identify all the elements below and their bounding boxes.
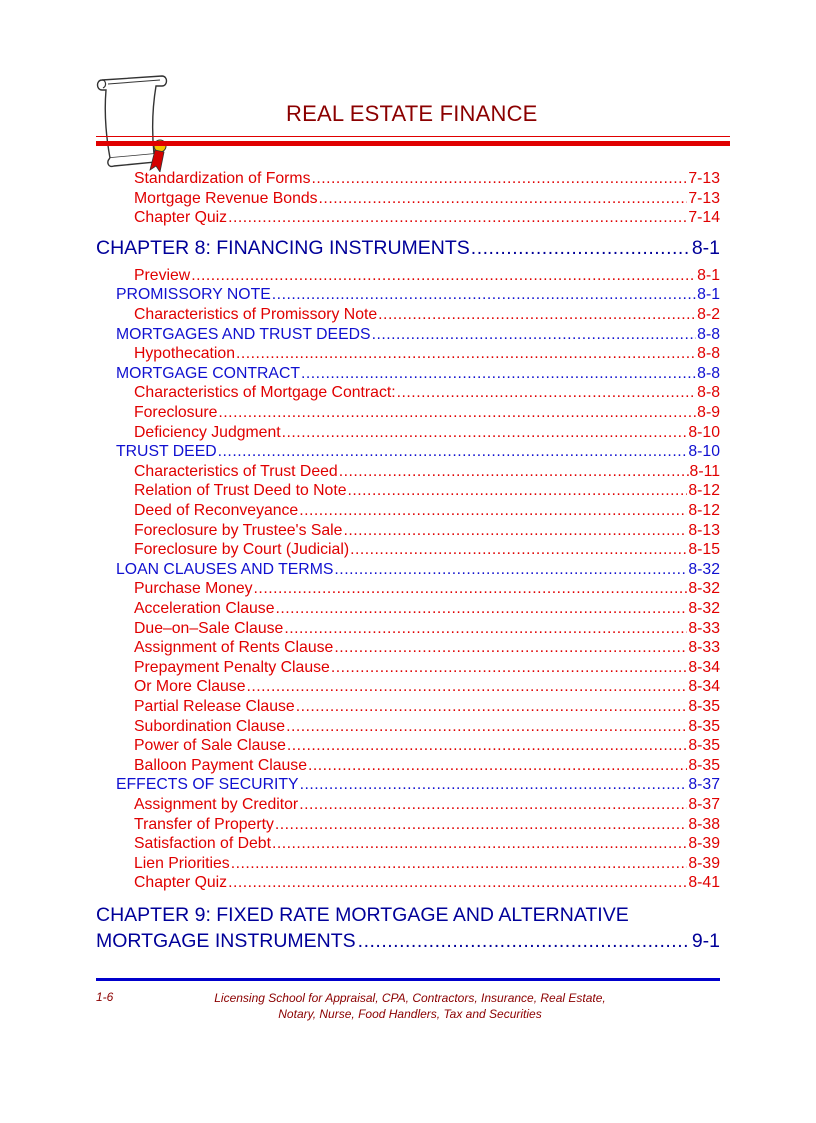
toc-entry-label: LOAN CLAUSES AND TERMS — [116, 560, 334, 578]
toc-section-entry[interactable] — [116, 442, 720, 461]
toc-entry[interactable] — [134, 481, 720, 500]
dot-leader — [319, 189, 688, 208]
dot-leader — [300, 775, 688, 794]
toc-entry[interactable] — [134, 169, 720, 188]
dot-leader — [331, 658, 688, 677]
toc-entry-label: Deed of Reconveyance — [134, 502, 299, 519]
dot-leader — [231, 854, 688, 873]
toc-entry[interactable] — [134, 423, 720, 442]
toc-entry-label: Transfer of Property — [134, 815, 274, 833]
toc-entry-label: Foreclosure — [134, 404, 218, 421]
toc-entry-page: 8-35 — [688, 698, 720, 715]
dot-leader — [308, 756, 687, 775]
toc-entry-page: 7-14 — [688, 209, 720, 227]
dot-leader — [286, 717, 687, 736]
toc-entry-page: 8-37 — [688, 776, 720, 794]
header-divider-thin — [96, 136, 730, 137]
toc-entry-page: 8-34 — [688, 678, 720, 696]
toc-entry-label: Chapter Quiz — [134, 209, 228, 227]
toc-entry-page: 8-39 — [688, 835, 720, 853]
dot-leader — [299, 795, 687, 814]
toc-entry-page: 8-10 — [688, 423, 720, 441]
toc-entry[interactable] — [134, 266, 720, 285]
footer-text — [180, 990, 640, 1022]
header-divider-thick — [96, 141, 730, 146]
dot-leader — [247, 677, 688, 696]
toc-entry-page: 8-34 — [688, 658, 720, 676]
toc-entry-page: 8-1 — [697, 266, 720, 284]
dot-leader — [471, 236, 691, 260]
toc-entry[interactable] — [134, 619, 720, 638]
dot-leader — [272, 285, 696, 304]
dot-leader — [275, 815, 687, 834]
toc-entry-page: 8-35 — [688, 737, 720, 755]
toc-entry-page: 8-41 — [688, 874, 720, 892]
toc-entry-page: 8-8 — [697, 325, 720, 343]
footer-page-number: 1-6 — [96, 990, 114, 1004]
toc-entry[interactable] — [134, 815, 720, 834]
toc-entry-page: 8-32 — [688, 560, 720, 578]
toc-entry-label: Characteristics of Mortgage Contract: — [134, 384, 396, 402]
toc-entry-page: 8-12 — [688, 502, 720, 519]
dot-leader — [236, 344, 696, 363]
toc-entry-label: Assignment of Rents Clause — [134, 639, 334, 657]
scroll-ribbon-icon — [94, 74, 174, 172]
toc-section-entry[interactable] — [116, 325, 720, 344]
dot-leader — [218, 403, 696, 422]
footer-line-2: Notary, Nurse, Food Handlers, Tax and Securities — [278, 1007, 542, 1021]
toc-entry-label: Power of Sale Clause — [134, 737, 286, 755]
toc-entry[interactable] — [134, 736, 720, 755]
toc-entry[interactable] — [134, 344, 720, 363]
toc-entry-label: Foreclosure by Court (Judicial) — [134, 541, 350, 559]
toc-entry-label: Mortgage Revenue Bonds — [134, 189, 318, 207]
toc-entry-page: 8-38 — [688, 815, 720, 833]
dot-leader — [299, 501, 687, 520]
toc-entry-page: 8-12 — [688, 482, 720, 500]
dot-leader — [282, 423, 688, 442]
toc-entry-label: Prepayment Penalty Clause — [134, 658, 330, 676]
toc-entry-label: EFFECTS OF SECURITY — [116, 776, 299, 794]
dot-leader — [348, 481, 688, 500]
toc-entry-label: Deficiency Judgment — [134, 423, 281, 441]
toc-chapter-entry[interactable] — [96, 236, 720, 260]
toc-entry-page: 8-37 — [688, 796, 720, 813]
toc-entry-page: 8-8 — [697, 345, 720, 363]
toc-entry[interactable] — [134, 403, 720, 422]
toc-entry-label: MORTGAGE CONTRACT — [116, 364, 301, 382]
toc-entry-page: 8-13 — [688, 521, 720, 539]
toc-entry[interactable] — [134, 677, 720, 696]
dot-leader — [343, 521, 687, 540]
toc-entry[interactable] — [134, 383, 720, 402]
toc-entry[interactable] — [134, 658, 720, 677]
toc-entry-label: Hypothecation — [134, 345, 235, 363]
toc-entry-label: Partial Release Clause — [134, 698, 295, 715]
dot-leader — [372, 325, 697, 344]
dot-leader — [397, 383, 697, 402]
toc-entry-page: 8-11 — [689, 462, 720, 480]
toc-entry[interactable] — [134, 540, 720, 559]
toc-chapter-9-title-line2: MORTGAGE INSTRUMENTS — [96, 930, 356, 952]
toc-entry-page: 8-15 — [688, 541, 720, 559]
dot-leader — [334, 560, 687, 579]
dot-leader — [254, 579, 688, 598]
toc-entry-label: MORTGAGES AND TRUST DEEDS — [116, 325, 371, 343]
toc-entry-label: Preview — [134, 266, 191, 284]
toc-entry-page: 8-35 — [688, 717, 720, 735]
toc-entry[interactable] — [134, 873, 720, 892]
dot-leader — [311, 169, 687, 188]
footer-divider — [96, 978, 720, 981]
toc-entry[interactable] — [134, 579, 720, 598]
toc-entry-label: Foreclosure by Trustee's Sale — [134, 521, 343, 539]
dot-leader — [276, 599, 688, 618]
toc-entry-page: 8-32 — [688, 580, 720, 598]
toc-entry-label: CHAPTER 8: FINANCING INSTRUMENTS — [96, 236, 470, 259]
toc-entry[interactable] — [134, 501, 720, 520]
toc-chapter-9-page: 9-1 — [691, 930, 720, 952]
toc-entry-label: Subordination Clause — [134, 717, 286, 735]
toc-entry-page: 8-35 — [688, 756, 720, 774]
toc-entry[interactable] — [134, 854, 720, 873]
dot-leader — [284, 619, 687, 638]
toc-entry-label: TRUST DEED — [116, 443, 217, 461]
toc-chapter-9-title-line1: CHAPTER 9: FIXED RATE MORTGAGE AND ALTERNATIVE — [96, 904, 629, 926]
page-title: REAL ESTATE FINANCE — [286, 101, 538, 126]
dot-leader — [378, 305, 696, 324]
footer-line-1: Licensing School for Appraisal, CPA, Contractors, Insurance, Real Estate, — [214, 991, 606, 1005]
dot-leader — [301, 364, 696, 383]
toc-entry[interactable] — [134, 599, 720, 618]
toc-entry-label: Assignment by Creditor — [134, 796, 299, 813]
toc-entry[interactable] — [134, 305, 720, 324]
dot-leader — [339, 462, 689, 481]
toc-section-entry[interactable] — [116, 560, 720, 579]
toc-entry[interactable] — [134, 756, 720, 775]
toc-entry-page: 8-8 — [697, 384, 720, 402]
toc-entry-page: 8-39 — [688, 854, 720, 872]
dot-leader — [287, 736, 687, 755]
toc-entry-label: Or More Clause — [134, 678, 246, 696]
toc-entry-page: 8-1 — [691, 236, 720, 259]
toc-entry-label: Lien Priorities — [134, 854, 230, 872]
toc-entry-page: 8-33 — [688, 619, 720, 637]
dot-leader — [358, 928, 690, 954]
dot-leader — [272, 834, 687, 853]
toc-entry-page: 7-13 — [688, 189, 720, 207]
toc-entry[interactable] — [134, 208, 720, 227]
toc-section-entry[interactable] — [116, 364, 720, 383]
toc-entry-page: 8-32 — [688, 600, 720, 617]
dot-leader — [218, 442, 688, 461]
dot-leader — [191, 266, 696, 285]
toc-entry-page: 8-10 — [688, 443, 720, 461]
toc-entry-label: Characteristics of Trust Deed — [134, 462, 338, 480]
toc-entry-page: 8-9 — [697, 404, 720, 421]
toc-entry[interactable] — [134, 521, 720, 540]
toc-entry-label: Satisfaction of Debt — [134, 835, 271, 853]
toc-entry[interactable] — [134, 697, 720, 716]
toc-section-entry[interactable] — [116, 285, 720, 304]
dot-leader — [296, 697, 688, 716]
toc-entry-label: Relation of Trust Deed to Note — [134, 482, 347, 500]
toc-entry-page: 8-2 — [697, 306, 720, 323]
dot-leader — [334, 638, 687, 657]
toc-entry-label: Standardization of Forms — [134, 170, 311, 187]
toc-entry[interactable] — [134, 189, 720, 208]
toc-section-entry[interactable] — [116, 775, 720, 794]
toc-entry-page: 7-13 — [688, 170, 720, 187]
toc-entry-label: Purchase Money — [134, 580, 253, 598]
dot-leader — [228, 873, 687, 892]
toc-entry-label: PROMISSORY NOTE — [116, 286, 271, 304]
toc-entry-page: 8-33 — [688, 639, 720, 657]
toc-entry-label: Balloon Payment Clause — [134, 756, 307, 774]
toc-entry[interactable] — [134, 834, 720, 853]
toc-chapter-9[interactable] — [96, 902, 720, 954]
toc-entry[interactable] — [134, 717, 720, 736]
toc-entry-label: Acceleration Clause — [134, 600, 275, 617]
toc-entry-page: 8-8 — [697, 364, 720, 382]
toc-entry-label: Chapter Quiz — [134, 874, 228, 892]
toc-entry-label: Due–on–Sale Clause — [134, 619, 284, 637]
toc-entry[interactable] — [134, 638, 720, 657]
toc-entry[interactable] — [134, 795, 720, 814]
toc-entry[interactable] — [134, 462, 720, 481]
toc-entry-page: 8-1 — [697, 286, 720, 304]
dot-leader — [350, 540, 687, 559]
dot-leader — [228, 208, 687, 227]
toc-entry-label: Characteristics of Promissory Note — [134, 306, 378, 323]
